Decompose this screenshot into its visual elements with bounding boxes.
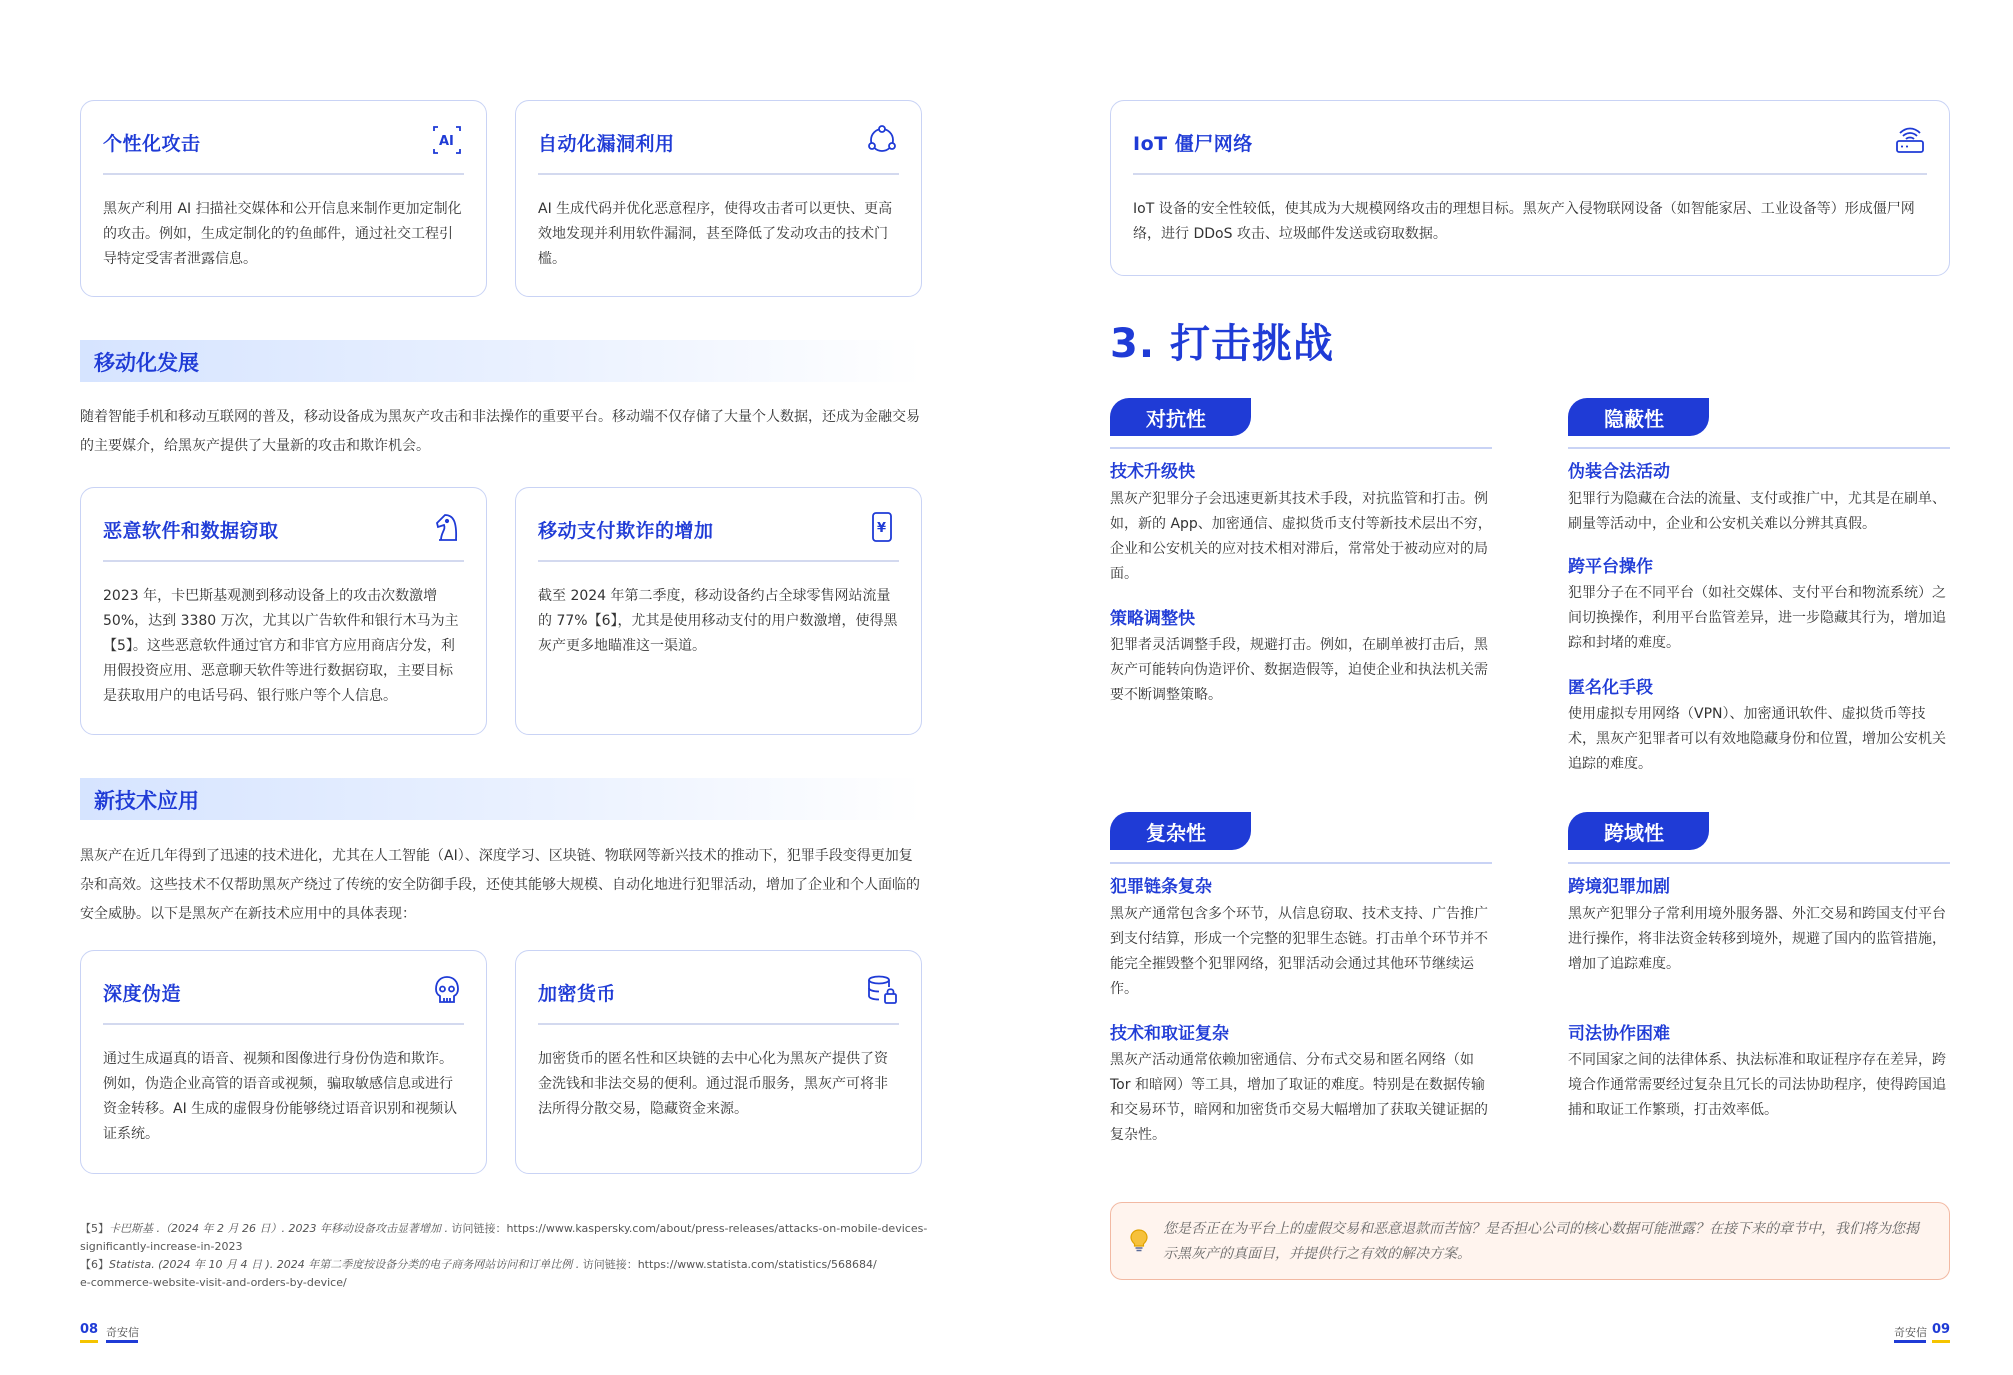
card-title: 自动化漏洞利用 <box>538 133 675 155</box>
sub-body: 使用虚拟专用网络（VPN）、加密通讯软件、虚拟货币等技术，黑灰产犯罪者可以有效地隐藏身份和位置，增加公安机关追踪的难度。 <box>1568 706 1946 772</box>
card-body: IoT 设备的安全性较低，使其成为大规模网络攻击的理想目标。黑灰产入侵物联网设备（如智能家居、工业设备等）形成僵尸网络，进行 DDoS 攻击、垃圾邮件发送或窃取数据。 <box>1133 201 1915 242</box>
footnote-link[interactable]: 访问链接：https://www.kaspersky.com/about/press-releases/attacks-on-mobile-devices- <box>447 1222 928 1235</box>
card-title: 个性化攻击 <box>103 133 201 155</box>
footnote-cite: Statista. (2024 年 10 月 4 日 ). 2024 年第二季度按设备分类的电子商务网站访问和订单比例 . <box>109 1258 580 1271</box>
chess-knight-icon <box>430 510 464 544</box>
ai-icon <box>430 123 464 157</box>
footnote <box>80 1256 930 1292</box>
card-divider <box>103 1023 464 1025</box>
tag-complexity: 复杂性 <box>1110 812 1251 850</box>
footnote-prefix: 【5】 <box>80 1222 109 1235</box>
footnote <box>80 1220 930 1256</box>
sub-body: 犯罪分子在不同平台（如社交媒体、支付平台和物流系统）之间切换操作，利用平台监管差异，进一步隐藏其行为，增加追踪和封堵的难度。 <box>1568 585 1946 651</box>
callout-text: 您是否正在为平台上的虚假交易和恶意退款而苦恼？是否担心公司的核心数据可能泄露？在接下来的章节中，我们将为您揭示黑灰产的真面目，并提供行之有效的解决方案。 <box>1163 1221 1919 1262</box>
section-heading-tech <box>80 778 922 820</box>
page-number-underline <box>80 1340 98 1343</box>
sub-body: 黑灰产活动通常依赖加密通信、分布式交易和匿名网络（如 Tor 和暗网）等工具，增加了取证的难度。特别是在数据传输和交易环节，暗网和加密货币交易大幅增加了获取关键证据的复杂性。 <box>1110 1052 1488 1143</box>
chapter-heading: 3. 打击挑战 <box>1110 321 1334 367</box>
lightbulb-icon <box>1127 1227 1151 1253</box>
database-lock-icon <box>865 973 899 1007</box>
card-personalized-attack <box>80 100 487 297</box>
card-title: 恶意软件和数据窃取 <box>103 520 279 542</box>
card-title: 加密货币 <box>538 983 617 1005</box>
card-divider <box>103 560 464 562</box>
sub-title: 犯罪链条复杂 <box>1110 877 1212 897</box>
footnote-link[interactable]: 访问链接：https://www.statista.com/statistics/568684/ <box>579 1258 877 1271</box>
tag-adversarial: 对抗性 <box>1110 398 1251 436</box>
card-divider <box>103 173 464 175</box>
sub-title: 策略调整快 <box>1110 609 1195 629</box>
card-body: 2023 年，卡巴斯基观测到移动设备上的攻击次数激增 50%，达到 3380 万次，尤其以广告软件和银行木马为主【5】。这些恶意软件通过官方和非官方应用商店分发，利用假投资应用、恶意聊天软件等进行数据窃取，主要目标是获取用户的电话号码、银行账户等个人信息。 <box>103 588 459 704</box>
sub-title: 伪装合法活动 <box>1568 462 1670 482</box>
sub-body: 黑灰产犯罪分子常利用境外服务器、外汇交易和跨国支付平台进行操作，将非法资金转移到境外，规避了国内的监管措施，增加了追踪难度。 <box>1568 906 1946 972</box>
card-title: IoT 僵尸网络 <box>1133 133 1253 155</box>
sub-title: 匿名化手段 <box>1568 678 1653 698</box>
section-title: 移动化发展 <box>94 351 199 375</box>
tag-divider <box>1568 862 1950 864</box>
card-divider <box>538 1023 899 1025</box>
section-title: 新技术应用 <box>94 789 199 813</box>
section-heading-mobile <box>80 340 922 382</box>
sub-body: 犯罪行为隐藏在合法的流量、支付或推广中，尤其是在刷单、刷量等活动中，企业和公安机关难以分辨其真假。 <box>1568 491 1946 532</box>
sub-title: 跨平台操作 <box>1568 557 1653 577</box>
svg-text:¥: ¥ <box>877 521 887 536</box>
card-crypto <box>515 950 922 1174</box>
card-body: AI 生成代码并优化恶意程序，使得攻击者可以更快、更高效地发现并利用软件漏洞，甚至降低了发动攻击的技术门槛。 <box>538 201 893 267</box>
card-malware <box>80 487 487 735</box>
card-mobile-payment <box>515 487 922 735</box>
tag-divider <box>1110 862 1492 864</box>
tag-divider <box>1568 447 1950 449</box>
skull-icon <box>430 973 464 1007</box>
sub-body: 黑灰产通常包含多个环节，从信息窃取、技术支持、广告推广到支付结算，形成一个完整的犯罪生态链。打击单个环节并不能完全摧毁整个犯罪网络，犯罪活动会通过其他环节继续运作。 <box>1110 906 1488 997</box>
sub-title: 跨境犯罪加剧 <box>1568 877 1670 897</box>
page-number-underline <box>1932 1340 1950 1343</box>
footnote-link-cont[interactable]: e-commerce-website-visit-and-orders-by-device/ <box>80 1276 347 1289</box>
card-iot-botnet <box>1110 100 1950 276</box>
card-divider <box>1133 173 1927 175</box>
card-auto-vuln <box>515 100 922 297</box>
card-title: 深度伪造 <box>103 983 182 1005</box>
brand-name: 奇安信 <box>106 1326 139 1339</box>
card-deepfake <box>80 950 487 1174</box>
card-body: 黑灰产利用 AI 扫描社交媒体和公开信息来制作更加定制化的攻击。例如，生成定制化的钓鱼邮件，通过社交工程引导特定受害者泄露信息。 <box>103 201 462 267</box>
card-body: 截至 2024 年第二季度，移动设备约占全球零售网站流量的 77%【6】，尤其是使用移动支付的用户数激增，使得黑灰产更多地瞄准这一渠道。 <box>538 588 898 654</box>
router-icon <box>1893 123 1927 157</box>
sub-title: 技术和取证复杂 <box>1110 1024 1229 1044</box>
card-title: 移动支付欺诈的增加 <box>538 520 714 542</box>
brand-underline <box>106 1340 138 1343</box>
svg-text:AI: AI <box>439 134 454 149</box>
card-divider <box>538 560 899 562</box>
footnote-cite: 卡巴斯基 .（2024 年 2 月 26 日）. 2023 年移动设备攻击显著增加 . <box>109 1222 448 1235</box>
sub-body: 不同国家之间的法律体系、执法标准和取证程序存在差异，跨境合作通常需要经过复杂且冗长的司法协助程序，使得跨国追捕和取证工作繁琐，打击效率低。 <box>1568 1052 1946 1118</box>
tag-concealment: 隐蔽性 <box>1568 398 1709 436</box>
section-paragraph: 黑灰产在近几年得到了迅速的技术进化，尤其在人工智能（AI）、深度学习、区块链、物联网等新兴技术的推动下，犯罪手段变得更加复杂和高效。这些技术不仅帮助黑灰产绕过了传统的安全防御手段，还使其能够大规模、自动化地进行犯罪活动，增加了企业和个人面临的安全威胁。以下是黑灰产在新技术应用中的具体表现： <box>80 848 920 922</box>
page-number: 09 <box>1932 1322 1951 1337</box>
sub-title: 技术升级快 <box>1110 462 1195 482</box>
tag-divider <box>1110 447 1492 449</box>
card-divider <box>538 173 899 175</box>
brand-name: 奇安信 <box>1894 1326 1927 1339</box>
tag-cross-domain: 跨域性 <box>1568 812 1709 850</box>
footnote-prefix: 【6】 <box>80 1258 109 1271</box>
card-body: 加密货币的匿名性和区块链的去中心化为黑灰产提供了资金洗钱和非法交易的便利。通过混币服务，黑灰产可将非法所得分散交易，隐藏资金来源。 <box>538 1051 888 1117</box>
sub-title: 司法协作困难 <box>1568 1024 1670 1044</box>
card-body: 通过生成逼真的语音、视频和图像进行身份伪造和欺诈。例如，伪造企业高管的语音或视频，骗取敏感信息或进行资金转移。AI 生成的虚假身份能够绕过语音识别和视频认证系统。 <box>103 1051 458 1142</box>
section-paragraph: 随着智能手机和移动互联网的普及，移动设备成为黑灰产攻击和非法操作的重要平台。移动端不仅存储了大量个人数据，还成为金融交易的主要媒介，给黑灰产提供了大量新的攻击和欺诈机会。 <box>80 409 920 454</box>
callout-notice <box>1110 1202 1950 1280</box>
sub-body: 犯罪者灵活调整手段，规避打击。例如，在刷单被打击后，黑灰产可能转向伪造评价、数据造假等，迫使企业和执法机关需要不断调整策略。 <box>1110 637 1488 703</box>
footnote-link-cont[interactable]: significantly-increase-in-2023 <box>80 1240 243 1253</box>
sub-body: 黑灰产犯罪分子会迅速更新其技术手段，对抗监管和打击。例如，新的 App、加密通信、虚拟货币支付等新技术层出不穷，企业和公安机关的应对技术相对滞后，常常处于被动应对的局面。 <box>1110 491 1492 582</box>
cycle-icon <box>865 123 899 157</box>
mobile-payment-icon <box>865 510 899 544</box>
brand-underline <box>1894 1340 1926 1343</box>
page-number: 08 <box>80 1322 99 1337</box>
